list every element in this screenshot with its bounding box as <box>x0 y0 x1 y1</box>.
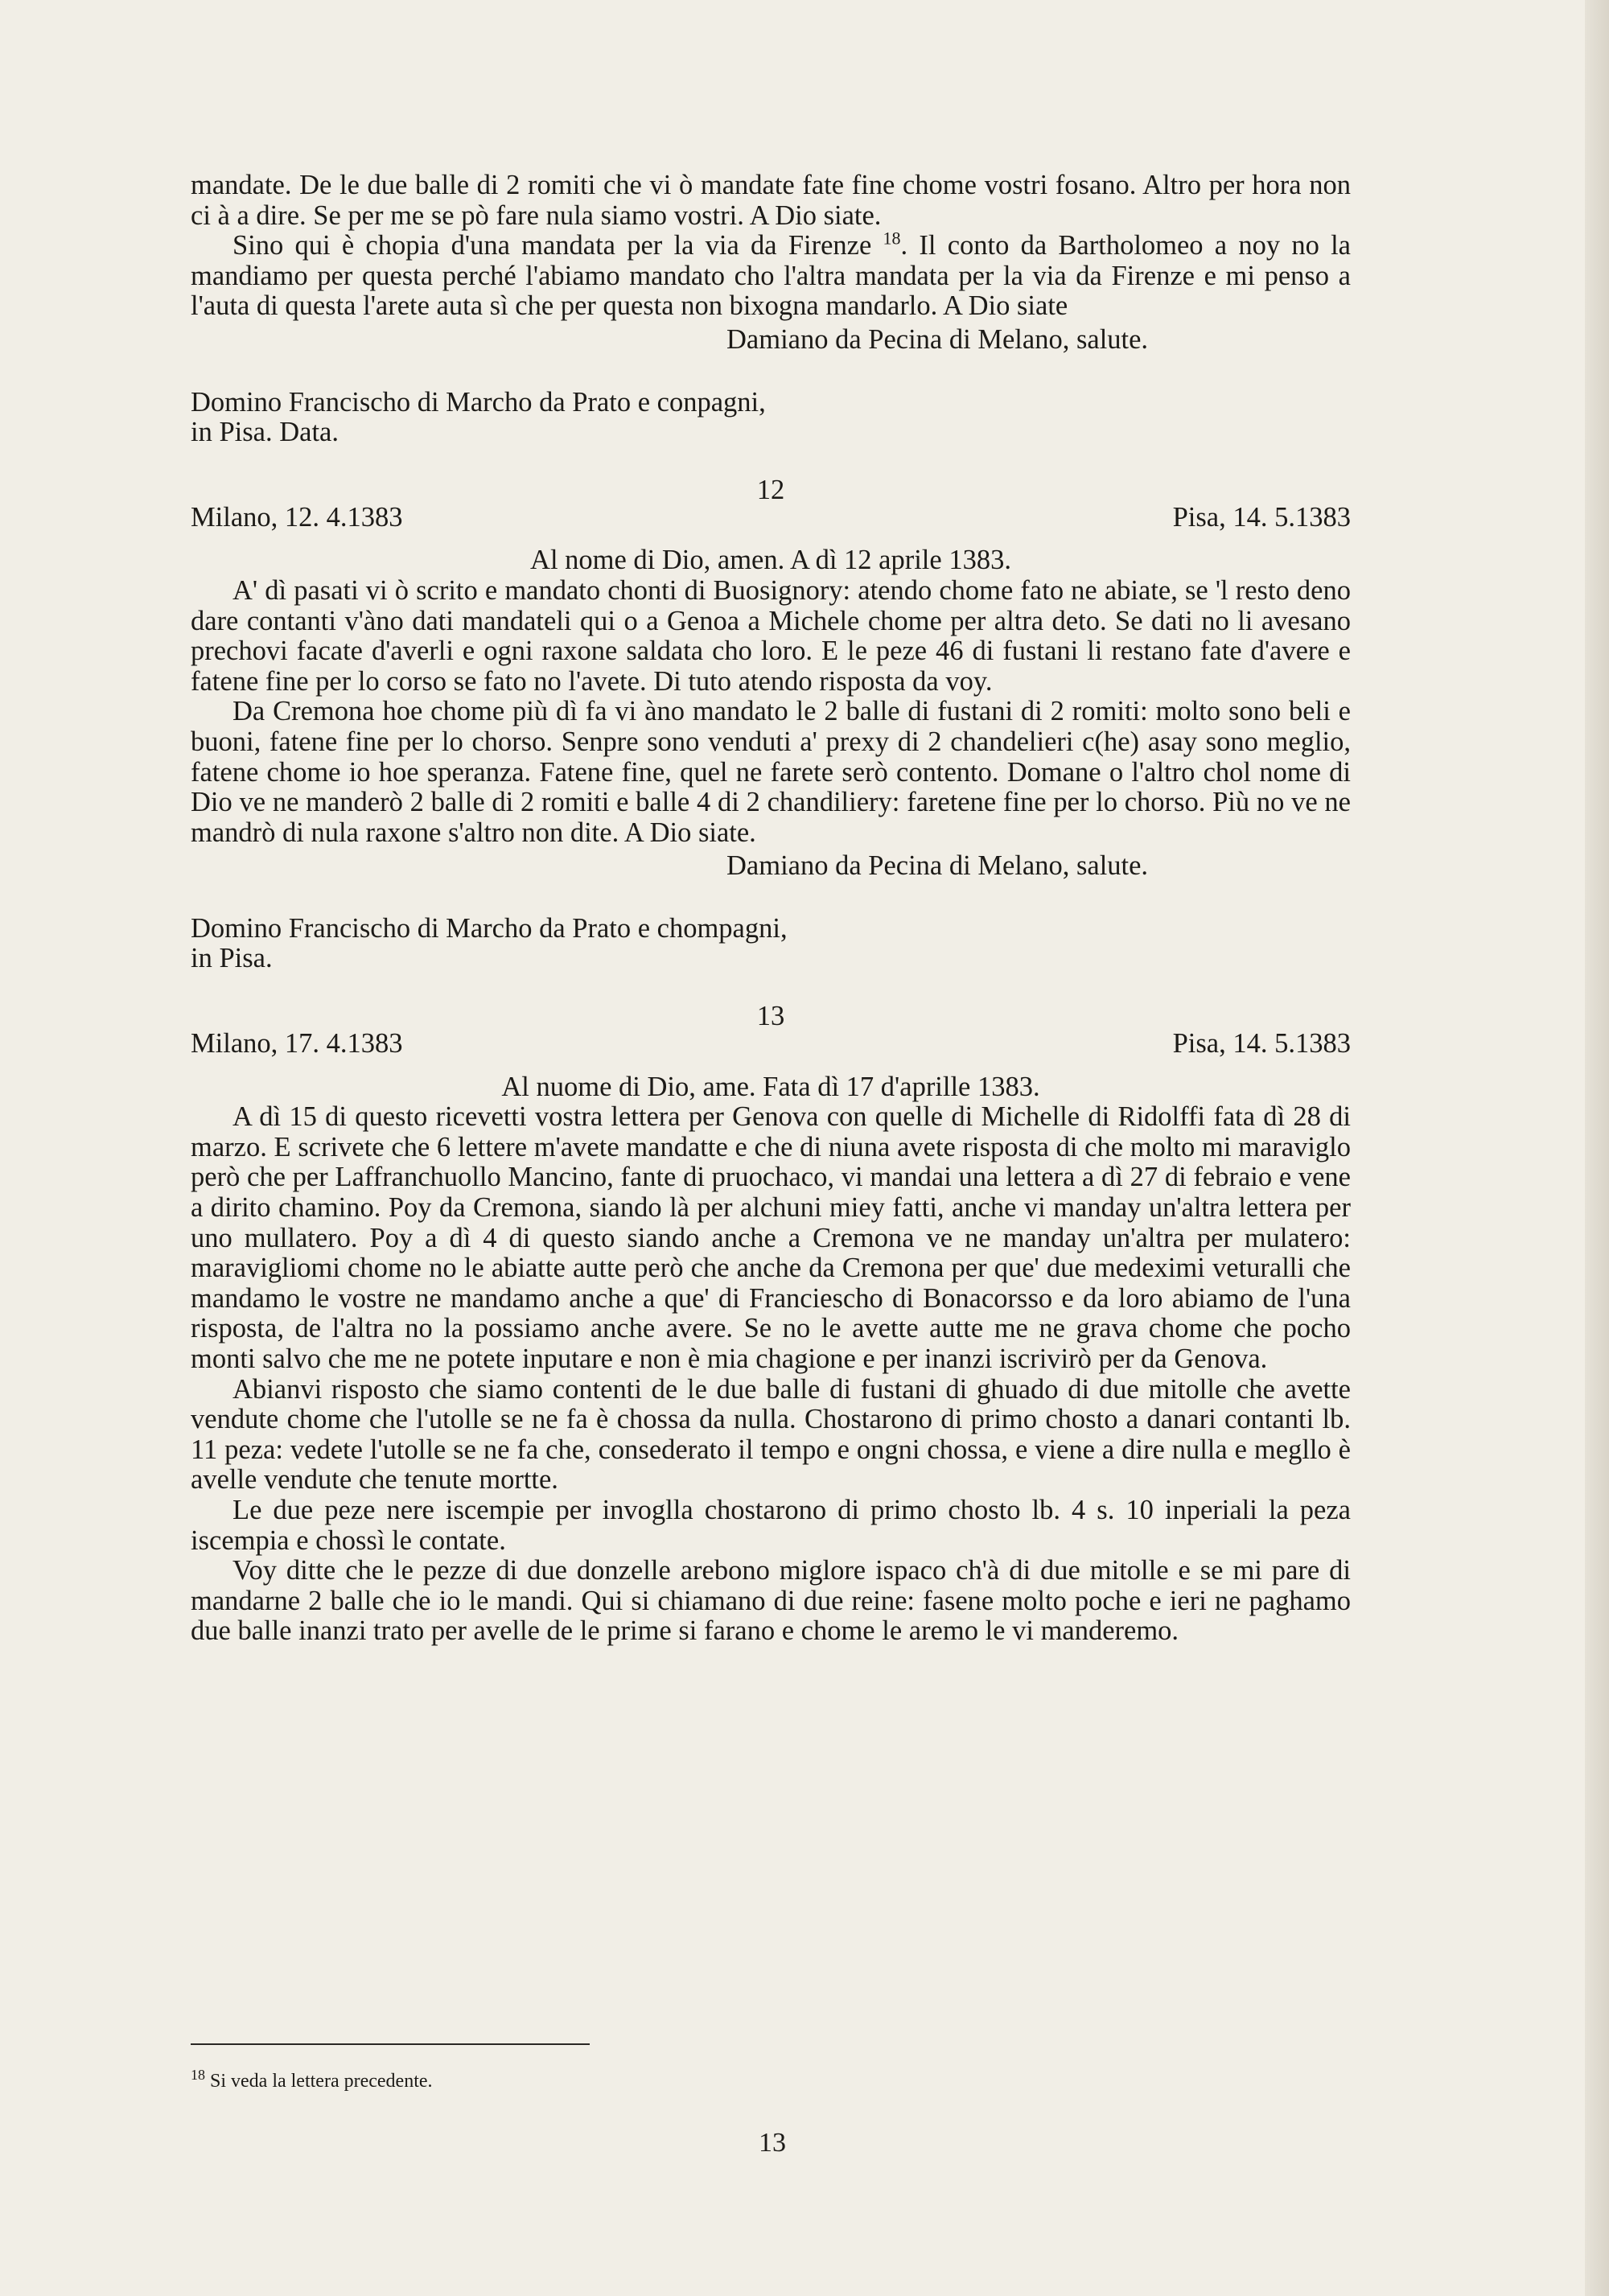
dateline <box>191 503 1351 533</box>
footnote-reference: 18 <box>883 228 901 249</box>
paragraph: A' dì pasati vi ò scrito e mandato chonti di Buosignory: atendo chome fato ne abiate, se 'l resto deno dare contanti v'àno dati mandateli qui o a Genoa a Michele chome per altra deto. Se dati no li avesano prechovi facate d'averli e ogni raxone saldata cho loro. E le peze 46 di fustani li restano fate d'avere e fatene fine per lo corso se fato no l'avete. Di tuto atendo risposta da voy. <box>191 574 1351 697</box>
address-line: Domino Francischo di Marcho da Prato e chompagni, <box>191 912 788 944</box>
footnote-number: 18 <box>191 2067 205 2083</box>
paragraph-text: . Il conto da Bartholomeo a noy no la mandiamo per questa perché l'abiamo mandato cho l'altra mandata per la via da Firenze e mi penso a l'auta di questa l'arete auta sì che per questa non bixogna mandarlo. A Dio siate <box>191 230 1351 322</box>
footnote <box>191 2069 433 2093</box>
signature: Damiano da Pecina di Melano, salute. <box>726 323 1149 355</box>
paragraph-text: Sino qui è chopia d'una mandata per la via da Firenze <box>233 230 883 261</box>
paragraph: Le due peze nere iscempie per invoglla chostarono di primo chosto lb. 4 s. 10 inperiali la peza iscempia e chossì le contate. <box>191 1494 1351 1556</box>
letter-number: 12 <box>756 474 785 505</box>
paragraph: A dì 15 di questo ricevetti vostra lettera per Genova con quelle di Michelle di Ridolffi fata dì 28 di marzo. E scrivete che 6 lettere m'avete mandatte e che di niuna avete risposta di che molto mi maraviglo però che per Laffranchuollo Mancino, fante di pruochaco, vi mandai una lettera a dì 27 di febraio e vene a dirito chamino. Poy da Cremona, siando là per alchuni miey fatti, anche vi manday un'altra lettera per uno mullatero. Poy a dì 4 di questo siando anche a Cremona ve ne manday un'altra per mulatero: maravigliomi chome no le abiatte autte però che anche da Cremona per que' due medeximi veturalli che mandamo le vostre ne mandamo anche a que' di Franciescho di Bonacorsso e da loro abiamo de l'una risposta, de l'altra no la possiamo anche avere. Se no le avette autte me ne grava chome che pocho monti salvo che me ne potete inputare e non è mia chagione e per inanzi iscrivirò per da Genova. <box>191 1101 1351 1374</box>
signature: Damiano da Pecina di Melano, salute. <box>726 850 1149 882</box>
paragraph: Da Cremona hoe chome più dì fa vi àno mandato le 2 balle di fustani di 2 romiti: molto sono beli e buoni, fatene fine per lo chorso. Senpre sono venduti a' prexy di 2 chandelieri c(he) asay sono meglio, fatene chome io hoe speranza. Fatene fine, quel ne farete serò contento. Domane o l'altro chol nome di Dio ve ne manderò 2 balle di 2 romiti e balle 4 di 2 chandiliery: faretene fine per lo chorso. Più no ve ne mandrò di nula raxone s'altro non dite. A Dio siate. <box>191 696 1351 848</box>
paragraph: Voy ditte che le pezze di due donzelle arebono miglore ispaco ch'à di due mitolle e se mi pare di mandarne 2 balle che io le mandi. Qui si chiamano di due reine: fasene molto poche e ieri ne paghamo due balle inanzi trato per avelle de le prime si farano e chome le aremo le vi manderemo. <box>191 1555 1351 1647</box>
letter-number: 13 <box>756 1001 785 1032</box>
paragraph <box>191 228 1351 322</box>
main-text <box>191 171 1351 1647</box>
page-number: 13 <box>759 2128 786 2158</box>
destination-date: Pisa, 14. 5.1383 <box>1172 501 1351 533</box>
address-line: in Pisa. Data. <box>191 417 339 448</box>
address-line: in Pisa. <box>191 943 273 974</box>
origin-date: Milano, 17. 4.1383 <box>191 1028 403 1060</box>
paragraph: Abianvi risposto che siamo contenti de le due balle di fustani di ghuado di due mitolle che avette vendute chome che l'utolle se ne fa è chossa da nulla. Chostarono di primo chosto a danari contanti lb. 11 peza: vedete l'utolle se ne fa che, consederato il tempo e ongni chossa, e viene a dire nulla e megllo è avelle vendute che tenute mortte. <box>191 1373 1351 1496</box>
destination-date: Pisa, 14. 5.1383 <box>1172 1028 1351 1060</box>
paragraph: mandate. De le due balle di 2 romiti che vi ò mandate fate fine chome vostri fosano. Altro per hora non ci à a dire. Se per me se pò fare nula siamo vostri. A Dio siate. <box>191 170 1351 231</box>
footnote-text: Si veda la lettera precedente. <box>210 2071 433 2092</box>
footnote-divider <box>191 2043 590 2045</box>
letter-heading: Al nuome di Dio, ame. Fata dì 17 d'aprille 1383. <box>501 1071 1040 1102</box>
origin-date: Milano, 12. 4.1383 <box>191 501 403 533</box>
dateline <box>191 1029 1351 1060</box>
letter-heading: Al nome di Dio, amen. A dì 12 aprile 1383. <box>530 545 1011 576</box>
address-line: Domino Francischo di Marcho da Prato e conpagni, <box>191 386 766 418</box>
